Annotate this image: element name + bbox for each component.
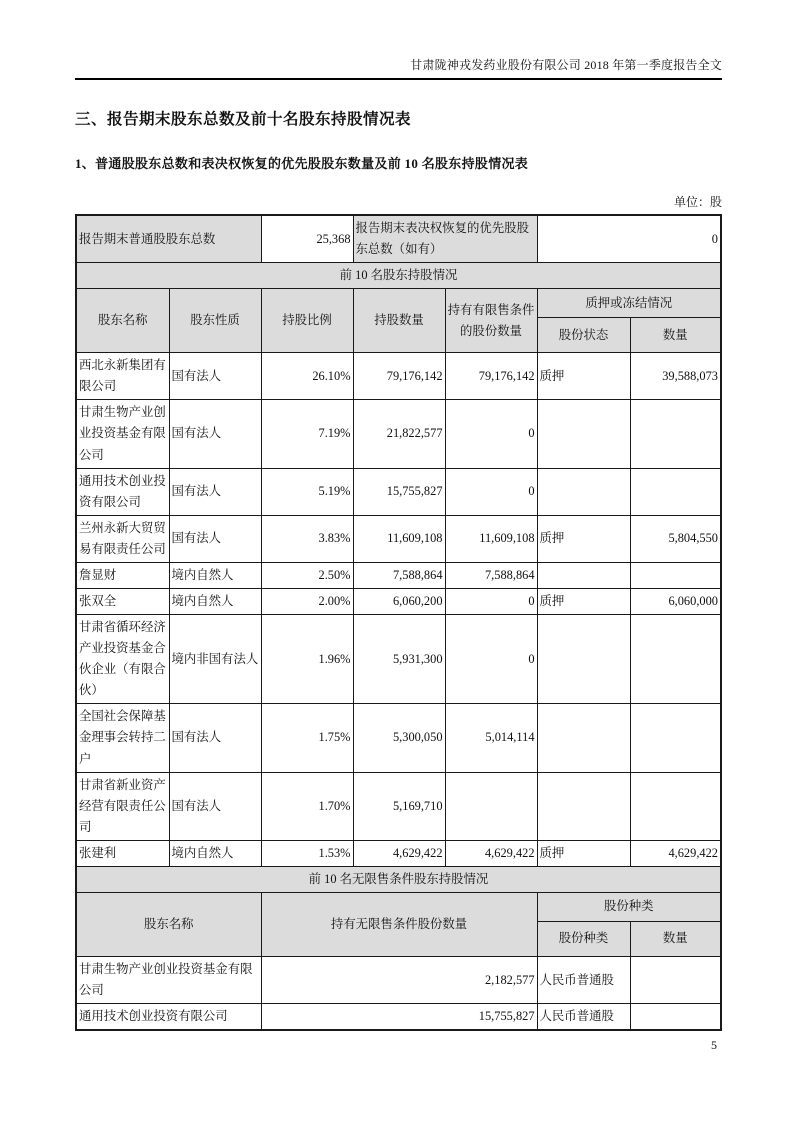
- cell-pledge-status: [537, 772, 630, 840]
- cell-restricted: 0: [445, 400, 537, 468]
- preferred-shareholders-value: 0: [537, 215, 721, 263]
- page-number: 5: [711, 1038, 717, 1052]
- cell-name: 通用技术创业投资有限公司: [76, 1004, 261, 1031]
- cell-ratio: 7.19%: [261, 400, 353, 468]
- cell-qty: 6,060,200: [353, 589, 445, 615]
- preferred-shareholders-label: 报告期末表决权恢复的优先股股东总数（如有）: [353, 215, 537, 263]
- cell-restricted: [445, 772, 537, 840]
- cell-ratio: 2.50%: [261, 562, 353, 588]
- cell-ratio: 1.53%: [261, 840, 353, 866]
- cell-nature: 国有法人: [169, 353, 261, 400]
- cell-name: 兰州永新大贸贸易有限责任公司: [76, 515, 169, 562]
- header-shareholder-nature: 股东性质: [169, 289, 261, 353]
- cell-nature: 国有法人: [169, 772, 261, 840]
- cell-pledge-qty: 6,060,000: [630, 589, 721, 615]
- cell-share-count: [630, 957, 721, 1004]
- cell-pledge-status: [537, 562, 630, 588]
- cell-name: 甘肃省新业资产经营有限责任公司: [76, 772, 169, 840]
- cell-pledge-qty: [630, 615, 721, 704]
- cell-qty: 7,588,864: [353, 562, 445, 588]
- page-header: [75, 0, 722, 80]
- cell-pledge-status: 质押: [537, 589, 630, 615]
- cell-pledge-qty: 4,629,422: [630, 840, 721, 866]
- top10-row: [76, 840, 721, 866]
- cell-nature: 境内自然人: [169, 589, 261, 615]
- cell-restricted: 7,588,864: [445, 562, 537, 588]
- unit-label: 单位：股: [673, 195, 722, 209]
- cell-qty: 5,931,300: [353, 615, 445, 704]
- cell-pledge-status: [537, 704, 630, 772]
- top10-row: [76, 468, 721, 515]
- cell-unrestricted-qty: 15,755,827: [261, 1004, 537, 1031]
- top10-row: [76, 589, 721, 615]
- header-holding-ratio: 持股比例: [261, 289, 353, 353]
- top10-header-row-1: [76, 289, 721, 318]
- header-pledge-qty: 数量: [630, 318, 721, 353]
- cell-ratio: 1.70%: [261, 772, 353, 840]
- cell-name: 甘肃省循环经济产业投资基金合伙企业（有限合伙）: [76, 615, 169, 704]
- cell-pledge-status: [537, 615, 630, 704]
- top10-row: [76, 615, 721, 704]
- cell-nature: 境内自然人: [169, 562, 261, 588]
- cell-name: 詹显财: [76, 562, 169, 588]
- cell-name: 甘肃生物产业创业投资基金有限公司: [76, 957, 261, 1004]
- cell-name: 张建利: [76, 840, 169, 866]
- cell-qty: 5,169,710: [353, 772, 445, 840]
- cell-nature: 国有法人: [169, 400, 261, 468]
- cell-restricted: 11,609,108: [445, 515, 537, 562]
- shareholders-table: [75, 214, 722, 1031]
- cell-qty: 21,822,577: [353, 400, 445, 468]
- cell-qty: 15,755,827: [353, 468, 445, 515]
- cell-pledge-status: 质押: [537, 515, 630, 562]
- header-shareholder-name: 股东名称: [76, 289, 169, 353]
- cell-pledge-qty: 5,804,550: [630, 515, 721, 562]
- subsection-title: 1、普通股股东总数和表决权恢复的优先股股东数量及前 10 名股东持股情况表: [75, 156, 529, 171]
- top10-band-label: 前 10 名股东持股情况: [76, 263, 721, 289]
- cell-qty: 5,300,050: [353, 704, 445, 772]
- cell-ratio: 2.00%: [261, 589, 353, 615]
- page-content: [75, 107, 722, 1031]
- cell-restricted: 79,176,142: [445, 353, 537, 400]
- cell-ratio: 1.75%: [261, 704, 353, 772]
- unrestricted-row: [76, 957, 721, 1004]
- header-share-count: 数量: [630, 922, 721, 957]
- cell-restricted: 0: [445, 468, 537, 515]
- header-share-type: 股份种类: [537, 922, 630, 957]
- cell-nature: 国有法人: [169, 515, 261, 562]
- cell-restricted: 0: [445, 615, 537, 704]
- cell-nature: 国有法人: [169, 704, 261, 772]
- cell-nature: 境内非国有法人: [169, 615, 261, 704]
- header-restricted-qty: 持有有限售条件的股份数量: [445, 289, 537, 353]
- cell-qty: 11,609,108: [353, 515, 445, 562]
- cell-ratio: 1.96%: [261, 615, 353, 704]
- cell-pledge-qty: [630, 772, 721, 840]
- cell-pledge-qty: [630, 468, 721, 515]
- cell-ratio: 26.10%: [261, 353, 353, 400]
- unrestricted-header-row-1: [76, 893, 721, 922]
- cell-nature: 境内自然人: [169, 840, 261, 866]
- cell-ratio: 5.19%: [261, 468, 353, 515]
- cell-share-count: [630, 1004, 721, 1031]
- top10-band-row: [76, 263, 721, 289]
- cell-pledge-status: 质押: [537, 840, 630, 866]
- cell-share-type: 人民币普通股: [537, 1004, 630, 1031]
- summary-row: [76, 215, 721, 263]
- cell-name: 全国社会保障基金理事会转持二户: [76, 704, 169, 772]
- cell-pledge-qty: [630, 704, 721, 772]
- unrestricted-row: [76, 1004, 721, 1031]
- cell-qty: 4,629,422: [353, 840, 445, 866]
- header-holding-qty: 持股数量: [353, 289, 445, 353]
- top10-row: [76, 353, 721, 400]
- top10-row: [76, 772, 721, 840]
- unrestricted-band-row: [76, 866, 721, 892]
- cell-pledge-qty: [630, 562, 721, 588]
- cell-ratio: 3.83%: [261, 515, 353, 562]
- cell-share-type: 人民币普通股: [537, 957, 630, 1004]
- header-unrestricted-name: 股东名称: [76, 893, 261, 957]
- header-pledge-group: 质押或冻结情况: [537, 289, 721, 318]
- cell-restricted: 4,629,422: [445, 840, 537, 866]
- cell-name: 甘肃生物产业创业投资基金有限公司: [76, 400, 169, 468]
- page-header-text: 甘肃陇神戎发药业股份有限公司 2018 年第一季度报告全文: [410, 58, 722, 72]
- cell-name: 西北永新集团有限公司: [76, 353, 169, 400]
- header-unrestricted-qty: 持有无限售条件股份数量: [261, 893, 537, 957]
- unrestricted-band-label: 前 10 名无限售条件股东持股情况: [76, 866, 721, 892]
- cell-pledge-status: [537, 400, 630, 468]
- top10-row: [76, 400, 721, 468]
- cell-name: 通用技术创业投资有限公司: [76, 468, 169, 515]
- common-shareholders-value: 25,368: [261, 215, 353, 263]
- cell-name: 张双全: [76, 589, 169, 615]
- cell-qty: 79,176,142: [353, 353, 445, 400]
- cell-pledge-qty: [630, 400, 721, 468]
- top10-row: [76, 515, 721, 562]
- cell-restricted: 5,014,114: [445, 704, 537, 772]
- cell-pledge-status: 质押: [537, 353, 630, 400]
- section-title: 三、报告期末股东总数及前十名股东持股情况表: [75, 111, 412, 128]
- common-shareholders-label: 报告期末普通股股东总数: [76, 215, 261, 263]
- header-pledge-status: 股份状态: [537, 318, 630, 353]
- header-share-type-group: 股份种类: [537, 893, 721, 922]
- cell-restricted: 0: [445, 589, 537, 615]
- top10-row: [76, 562, 721, 588]
- cell-unrestricted-qty: 2,182,577: [261, 957, 537, 1004]
- cell-nature: 国有法人: [169, 468, 261, 515]
- cell-pledge-status: [537, 468, 630, 515]
- cell-pledge-qty: 39,588,073: [630, 353, 721, 400]
- top10-row: [76, 704, 721, 772]
